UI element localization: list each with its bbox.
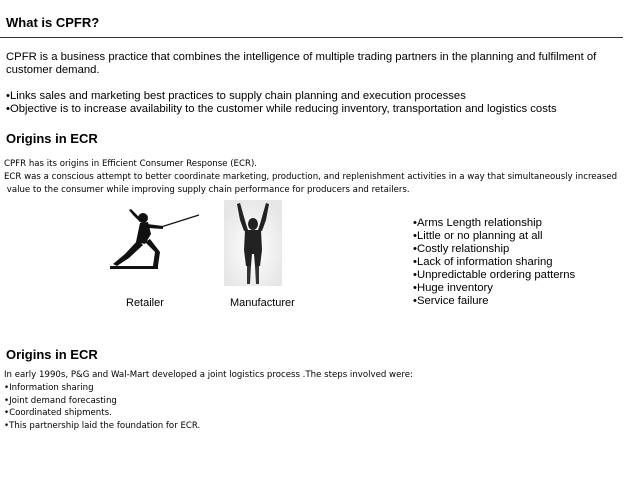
relationship-bullet: •Service failure (413, 295, 489, 307)
section1-bullets (6, 90, 557, 116)
section1-intro: CPFR is a business practice that combines the intelligence of multiple trading partners in the planning and fulfilment of customer demand. (6, 51, 597, 76)
section3-line: •Information sharing (4, 382, 94, 393)
section3-line: In early 1990s, P&G and Wal-Mart developed a joint logistics process .The steps involved were: (4, 370, 413, 380)
section3-line: •Joint demand forecasting (4, 395, 117, 406)
relationship-bullet: •Little or no planning at all (413, 230, 543, 242)
manufacturer-label: Manufacturer (230, 297, 295, 309)
section1-bullet: •Objective is to increase availability to the customer while reducing inventory, transportation and logistics costs (6, 103, 557, 115)
manufacturer-image (224, 200, 282, 286)
title-divider (0, 37, 623, 38)
section2-body (4, 158, 634, 196)
relationship-bullets (413, 217, 575, 308)
section2-title: Origins in ECR (6, 131, 98, 146)
relationship-bullet: •Arms Length relationship (413, 217, 542, 229)
relationship-bullet: •Lack of information sharing (413, 256, 553, 268)
raised-arms-silhouette-icon (224, 200, 282, 286)
section3-title: Origins in ECR (6, 347, 98, 362)
relationship-bullet: •Huge inventory (413, 282, 493, 294)
section2-line: value to the consumer while improving supply chain performance for producers and retailers. (4, 184, 410, 195)
retailer-label: Retailer (126, 297, 164, 309)
section3-body (4, 369, 634, 433)
section1-bullet: •Links sales and marketing best practices to supply chain planning and execution processes (6, 90, 466, 102)
section3-line: •Coordinated shipments. (4, 408, 112, 419)
relationship-bullet: •Unpredictable ordering patterns (413, 269, 576, 281)
relationship-bullet: •Costly relationship (413, 243, 510, 255)
section2-line: CPFR has its origins in Efficient Consumer Response (ECR). (4, 159, 258, 169)
section1-title: What is CPFR? (6, 15, 100, 30)
section2-line: ECR was a conscious attempt to better coordinate marketing, production, and replenishment activities in a way that simultaneously increased (4, 171, 618, 182)
fencer-silhouette-icon (103, 206, 203, 274)
section3-line: •This partnership laid the foundation for ECR. (4, 421, 201, 432)
retailer-image (103, 206, 203, 274)
